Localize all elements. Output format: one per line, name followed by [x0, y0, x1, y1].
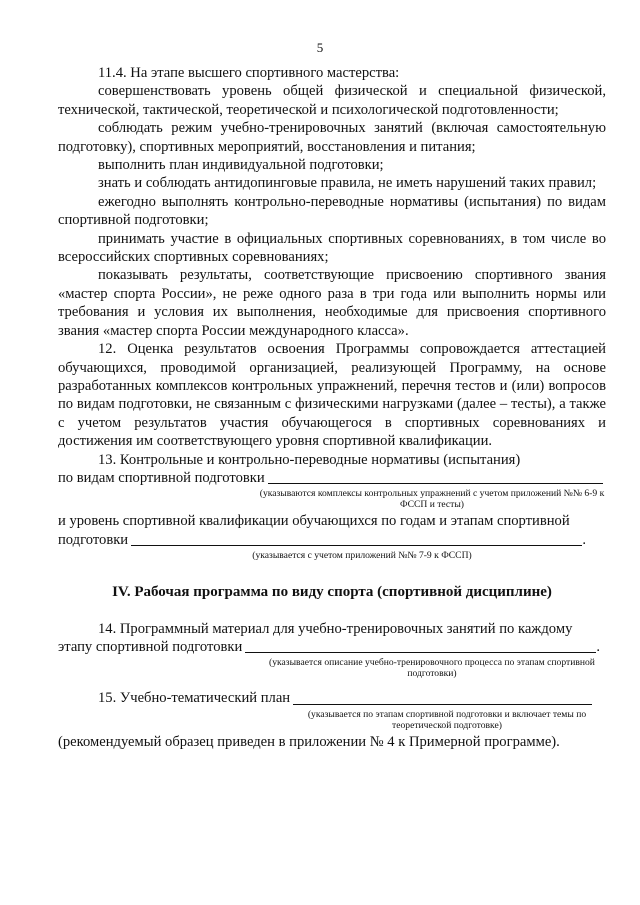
clause-13-continuation: и уровень спортивной квалификации обучающихся по годам и этапам спортивной: [58, 513, 570, 530]
clause-13-note: (указываются комплексы контрольных упражнений с учетом приложений №№ 6-9 к ФССП и тесты): [259, 488, 605, 511]
closing-note: (рекомендуемый образец приведен в приложении № 4 к Примерной программе).: [58, 733, 560, 750]
document-body: [58, 64, 606, 751]
clause-13-field-label-2: подготовки: [58, 531, 129, 548]
clause-13-line: 13. Контрольные и контрольно-переводные нормативы (испытания): [98, 451, 521, 468]
fill-in-line: [268, 469, 603, 484]
clause-14-line: 14. Программный материал для учебно-тренировочных занятий по каждому: [98, 620, 573, 637]
list-item: совершенствовать уровень общей физической и специальной физической, технической, тактической, теоретической и психологической подготовленности;: [58, 83, 606, 118]
period: .: [596, 638, 600, 655]
clause-14-field-label: этапу спортивной подготовки: [58, 638, 243, 655]
clause-14-note: (указывается описание учебно-тренировочного процесса по этапам спортивной подготовки): [269, 657, 595, 680]
list-item: принимать участие в официальных спортивных соревнованиях, в том числе во всероссийских спортивных соревнованиях;: [58, 230, 606, 266]
clause-13-field-row: [58, 469, 606, 487]
clause-15-field-row: [58, 689, 606, 707]
list-item: соблюдать режим учебно-тренировочных занятий (включая самостоятельную подготовку), спортивных мероприятий, восстановления и питания;: [58, 120, 606, 155]
section-11-4-heading: 11.4. На этапе высшего спортивного мастерства:: [98, 65, 400, 81]
list-item: ежегодно выполнять контрольно-переводные нормативы (испытания) по видам спортивной подготовки;: [58, 193, 606, 229]
clause-13-field-row-2: [58, 531, 606, 549]
clause-15-field-label: 15. Учебно-тематический план: [98, 690, 291, 707]
list-item: выполнить план индивидуальной подготовки;: [98, 157, 384, 174]
period: .: [582, 531, 586, 548]
fill-in-line: [293, 690, 592, 705]
fill-in-line: [245, 638, 596, 653]
clause-15-note: (указывается по этапам спортивной подготовки и включает темы по теоретической подготовке): [307, 708, 587, 731]
list-item: показывать результаты, соответствующие присвоению спортивного звания «мастер спорта России», не реже одного раза в три года или выполнить нормы или требования и условия их выполнения, необходимые для присвоения спортивного звания «мастер спорта России международного класса».: [58, 267, 606, 339]
section-iv-heading: IV. Рабочая программа по виду спорта (спортивной дисциплине): [112, 584, 552, 601]
clause-13-note-2: (указывается с учетом приложений №№ 7-9 к ФССП): [252, 550, 472, 562]
fill-in-line: [131, 531, 582, 546]
page-number: 5: [316, 40, 324, 55]
clause-13-field-label: по видам спортивной подготовки: [58, 469, 265, 486]
clause-12: 12. Оценка результатов освоения Программы сопровождается аттестацией обучающихся, проводимой организацией, реализующей Программу, на основе разработанных комплексов контрольных упражнений, перечня тестов и (или) вопросов по видам подготовки, не связанным с физическими нагрузками (далее – тесты), а также с учетом результатов участия обучающегося в спортивных соревнованиях и достижения им соответствующего уровня спортивной квалификации.: [58, 341, 606, 450]
list-item: знать и соблюдать антидопинговые правила, не иметь нарушений таких правил;: [98, 175, 597, 192]
clause-14-field-row: [58, 638, 606, 656]
